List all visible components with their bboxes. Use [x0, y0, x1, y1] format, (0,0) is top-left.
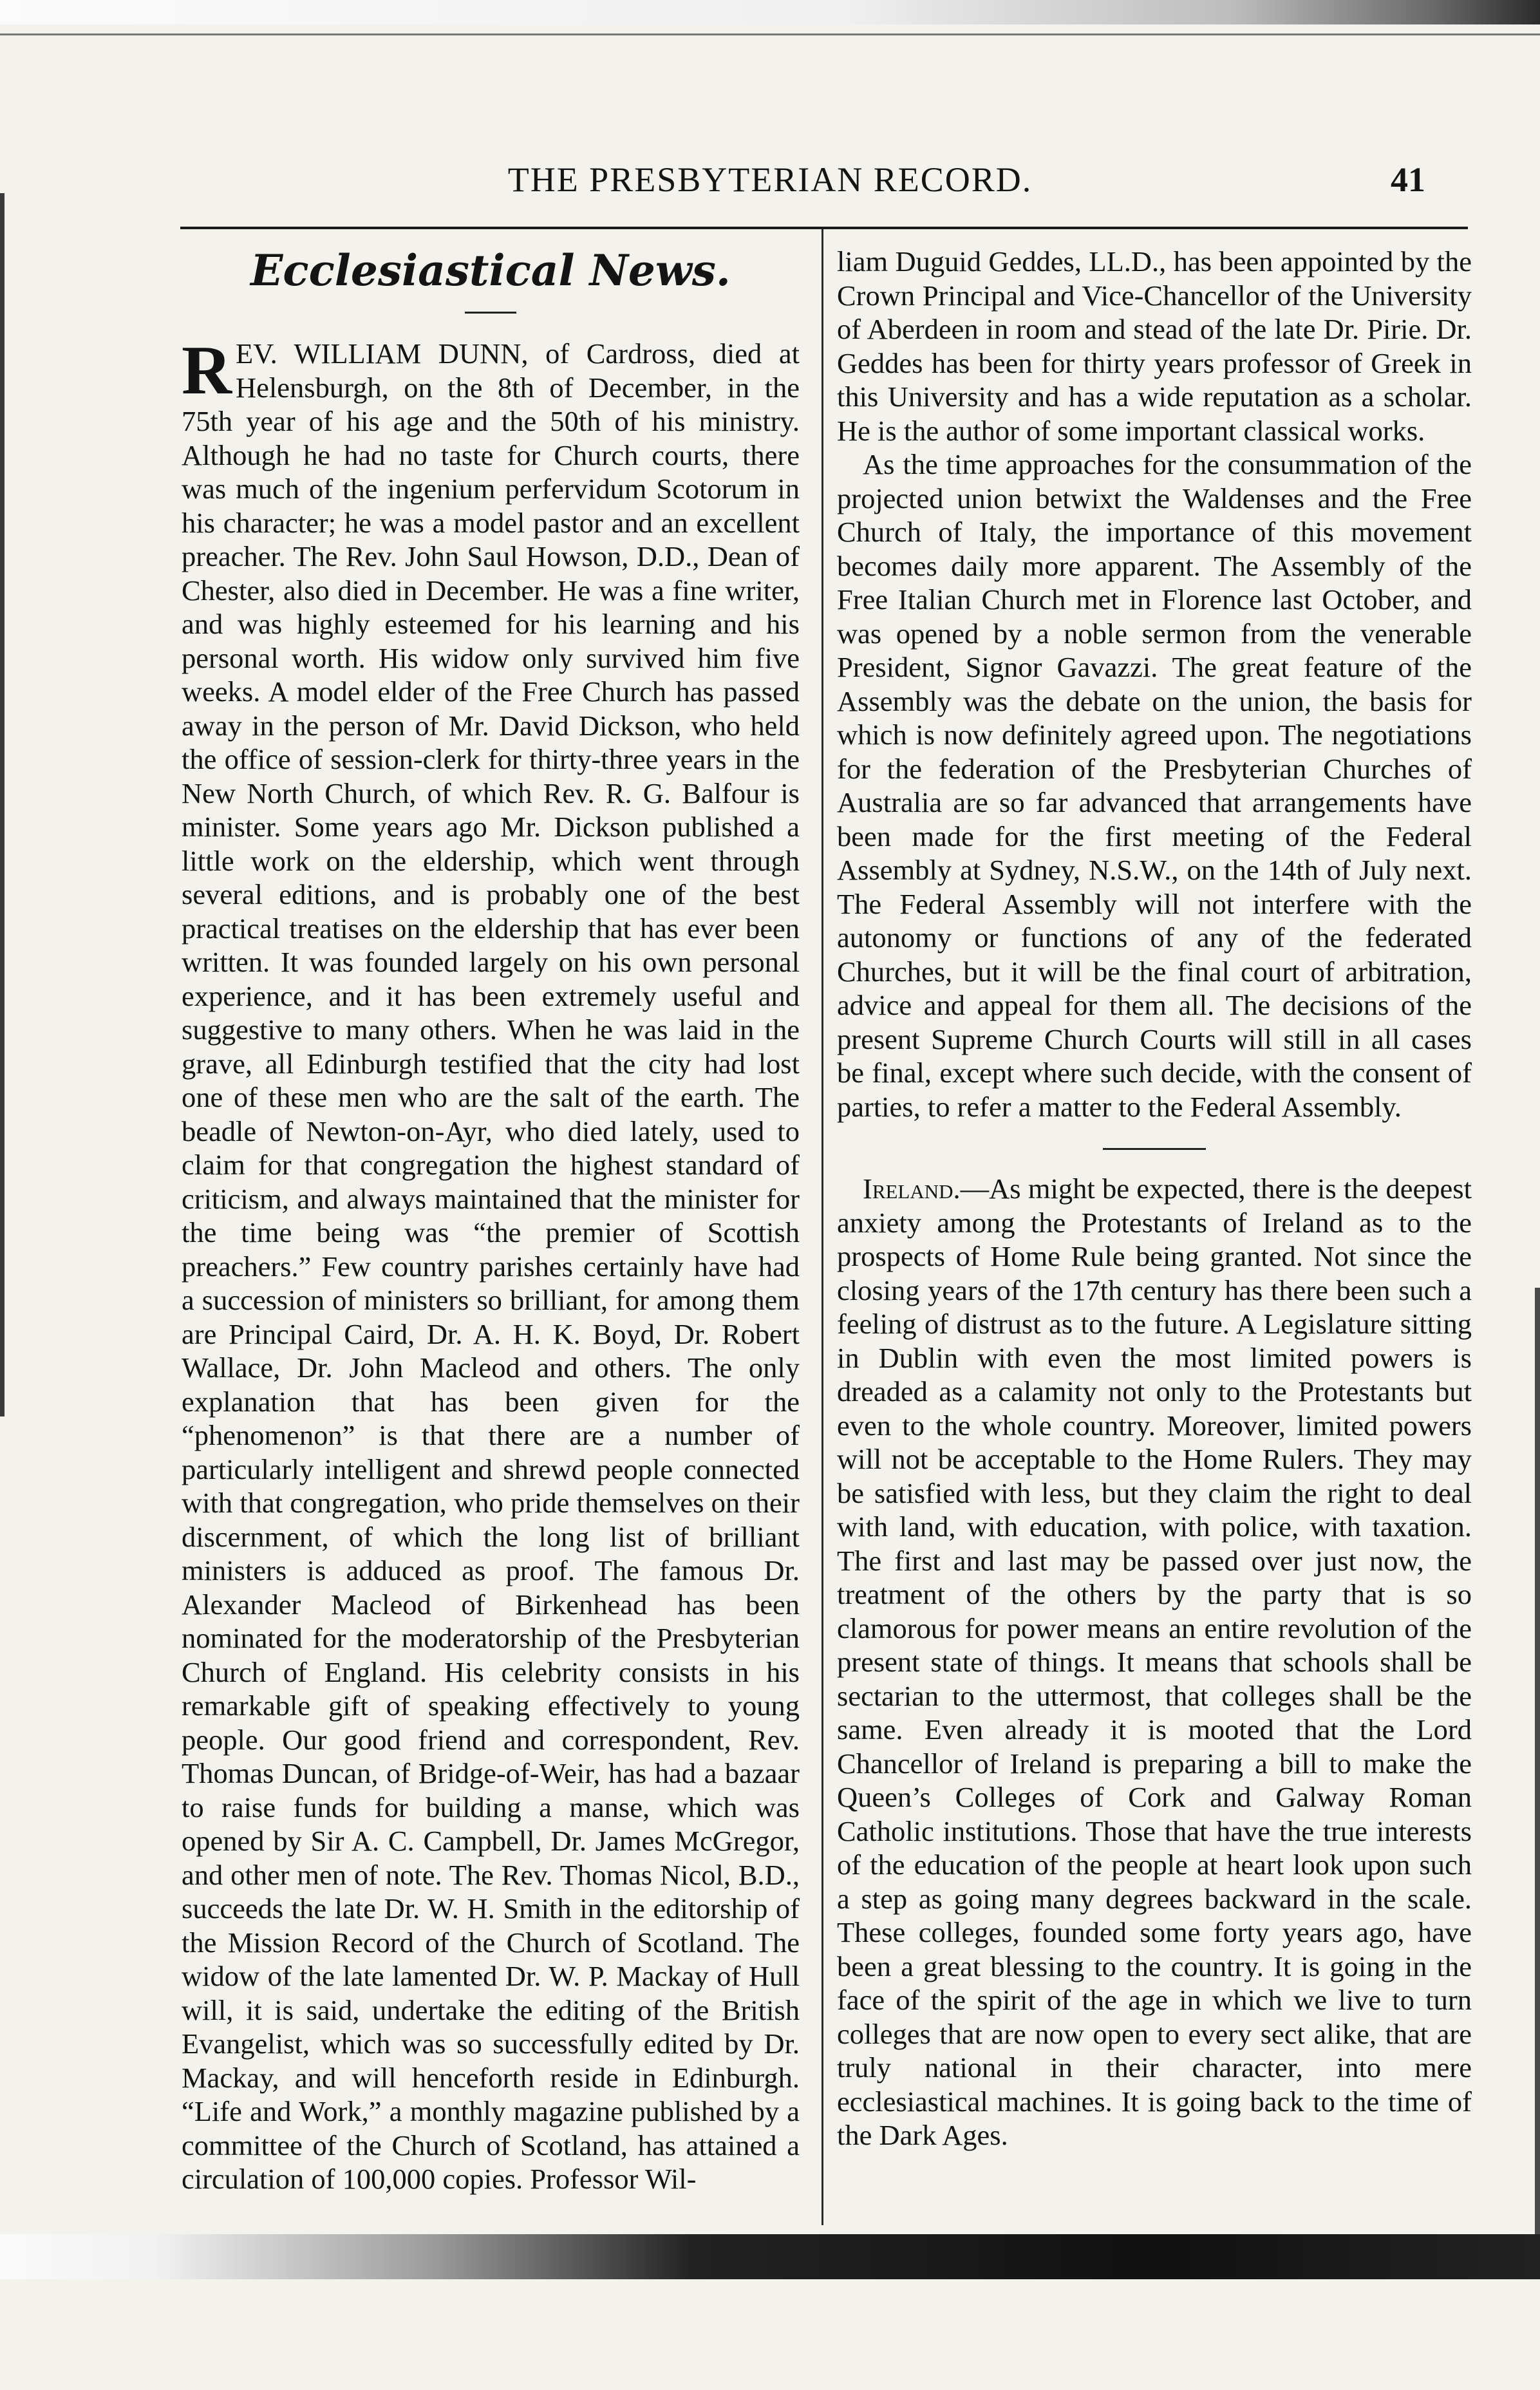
ireland-paragraph	[837, 1172, 1472, 2152]
ireland-text: —As might be expected, there is the deepest anxiety among the Protestants of Ireland as to the prospects of Home Rule being granted. Not since the closing years of the 17th century has there been such a feeling of distrust as to the future. A Legislature sitting in Dublin with even the most limited powers is dreaded as a calamity not only to the Protestants but even to the whole country. Moreover, limited powers will not be acceptable to the Home Rulers. They may be satisfied with less, but they claim the right to deal with land, with education, with police, with taxation. The first and last may be passed over just now, the treatment of the others by the party that is so clamorous for power means an entire revolution of the present state of things. It means that schools shall be sectarian to the uttermost, that colleges shall be the same. Even already it is mooted that the Lord Chancellor of Ireland is preparing a bill to make the Queen’s Colleges of Cork and Galway Roman Catholic institutions. Those that have the true interests of the education of the people at heart look upon such a step as going many degrees backward in the scale. These colleges, founded some forty years ago, have been a great blessing to the country. It is going in the face of the spirit of the age in which we live to turn colleges that are now open to every sect alike, that are truly national in their character, into mere ecclesiastical machines. It is going back to the time of the Dark Ages.	[837, 1172, 1472, 2151]
running-title: THE PRESBYTERIAN RECORD.	[507, 160, 1033, 199]
heading-rule	[465, 312, 516, 314]
header-rule	[180, 227, 1468, 229]
waldenses-paragraph: As the time approaches for the consummation of the projected union betwixt the Waldenses and the Free Church of Italy, the importance of this movement becomes daily more apparent. The Assembly of the Free Italian Church met in Florence last October, and was opened by a noble sermon from the venerable President, Signor Gavazzi. The great feature of the Assembly was the debate on the union, the basis for which is now definitely agreed upon. The negotiations for the federation of the Presbyterian Churches of Australia are so far advanced that arrangements have been made for the first meeting of the Federal Assembly at Sydney, N.S.W., on the 14th of July next. The Federal Assembly will not interfere with the autonomy or functions of any of the federated Churches, but it will be the final court of arbitration, advice and appeal for them all. The decisions of the present Supreme Church Courts will still in all cases be final, except where such decide, with the consent of parties, to refer a matter to the Federal Assembly.	[837, 448, 1472, 1123]
column-divider	[822, 229, 823, 2225]
section-heading: Ecclesiastical News.	[250, 245, 731, 296]
right-column	[837, 245, 1472, 2215]
ecclesiastical-news-body	[182, 332, 800, 2196]
left-column	[182, 245, 800, 2215]
scan-right-edge	[1535, 1288, 1540, 2254]
scan-bottom-edge	[0, 2234, 1540, 2279]
scan-top-rule	[0, 33, 1540, 35]
left-column-text: EV. WILLIAM DUNN, of Cardross, died at Helensburgh, on the 8th of December, in the 75th year of his age and the 50th of his ministry. Although he had no taste for Church courts, there was much of the ingenium perfervidum Scotorum in his character; he was a model pastor and an excellent preacher. The Rev. John Saul Howson, D.D., Dean of Chester, also died in December. He was a fine writer, and was highly esteemed for his learning and his personal worth. His widow only survived him five weeks. A model elder of the Free Church has passed away in the person of Mr. David Dickson, who held the office of session-clerk for thirty-three years in the New North Church, of which Rev. R. G. Balfour is minister. Some years ago Mr. Dickson published a little work on the eldership, which went through several editions, and is probably one of the best practical treatises on the eldership that has ever been written. It was founded largely on his own personal experience, and it has been extremely useful and suggestive to many others. When he was laid in the grave, all Edinburgh testified that the city had lost one of these men who are the salt of the earth. The beadle of Newton-on-Ayr, who died lately, used to claim for that congregation the highest standard of criticism, and always maintained that the minister for the time being was “the premier of Scottish preachers.” Few country parishes certainly have had a succession of ministers so brilliant, for among them are Principal Caird, Dr. A. H. K. Boyd, Dr. Robert Wallace, Dr. John Macleod and others. The only explanation that has been given for the “phenomenon” is that there are a number of particularly intelligent and shrewd people connected with that congregation, who pride themselves on their discernment, of which the long list of brilliant ministers is adduced as proof. The famous Dr. Alexander Macleod of Birkenhead has been nominated for the moderatorship of the Presbyterian Church of England. His celebrity consists in his remarkable gift of speaking effectively to young people. Our good friend and correspondent, Rev. Thomas Duncan, of Bridge-of-Weir, has had a bazaar to raise funds for building a manse, which was opened by Sir A. C. Campbell, Dr. James McGregor, and other men of note. The Rev. Thomas Nicol, B.D., succeeds the late Dr. W. H. Smith in the editorship of the Mission Record of the Church of Scotland. The widow of the late lamented Dr. W. P. Mackay of Hull will, it is said, undertake the editing of the British Evangelist, which was so successfully edited by Dr. Mackay, and will henceforth reside in Edinburgh. “Life and Work,” a monthly magazine published by a committee of the Church of Scotland, has attained a circulation of 100,000 copies. Professor Wil-	[182, 337, 800, 2195]
scan-left-edge	[0, 193, 5, 1416]
running-head	[0, 160, 1540, 205]
scan-top-edge	[0, 0, 1540, 24]
geddes-continuation-text: liam Duguid Geddes, LL.D., has been appointed by the Crown Principal and Vice-Chancellor of the University of Aberdeen in room and stead of the late Dr. Pirie. Dr. Geddes has been for thirty years professor of Greek in this University and has a wide reputation as a scholar. He is the author of some important classical works.	[837, 245, 1472, 447]
ireland-label: Ireland.	[863, 1172, 961, 1205]
drop-cap: R	[182, 332, 232, 409]
page-number: 41	[1391, 160, 1425, 199]
separator-rule	[1103, 1148, 1206, 1150]
